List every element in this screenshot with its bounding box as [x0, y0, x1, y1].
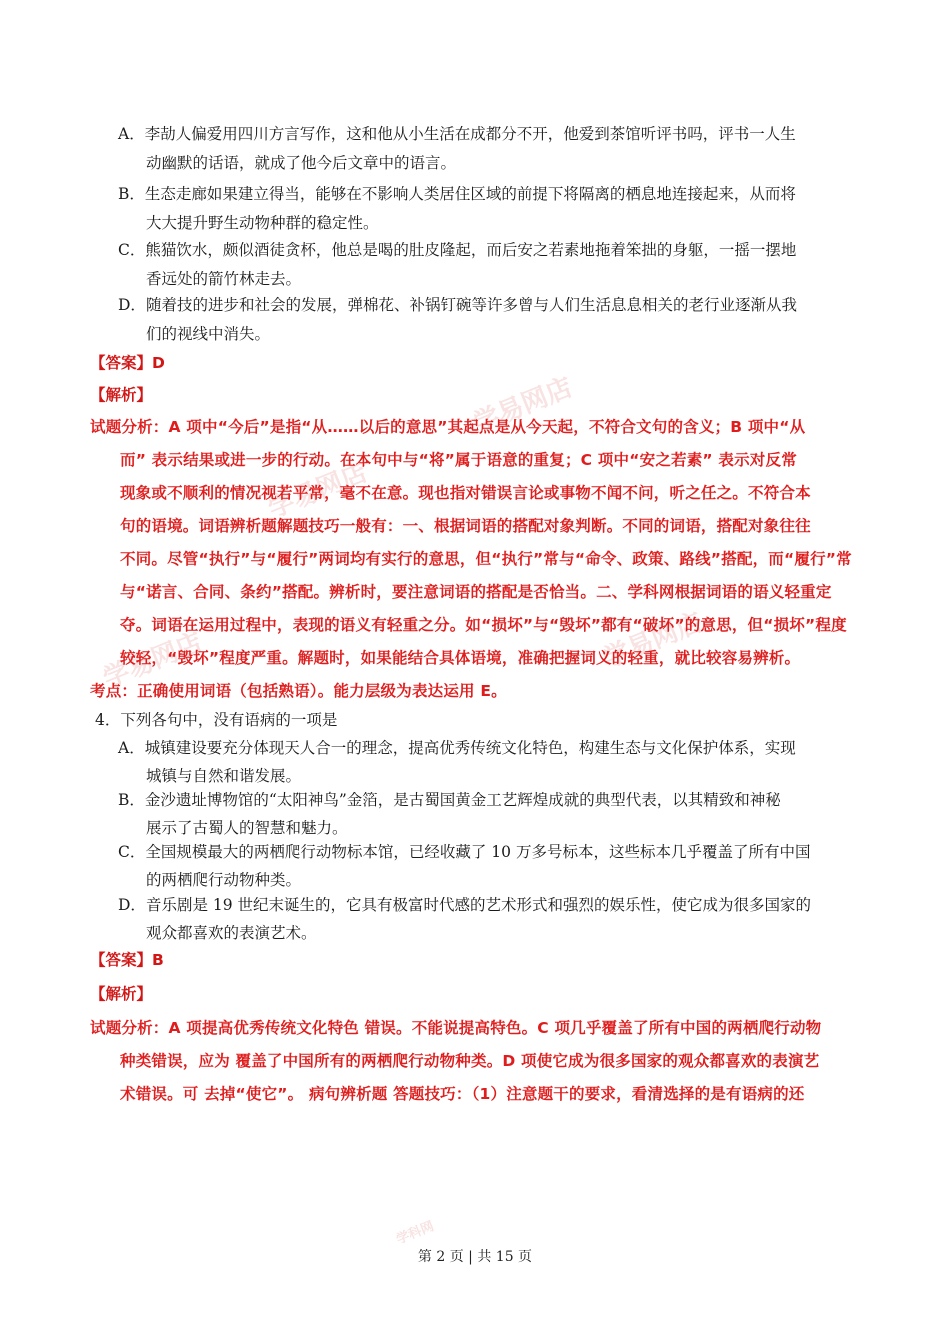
q4-option-a-cont: 城镇与自然和谐发展。	[146, 767, 302, 785]
q3-analysis-line: 试题分析：A 项中“今后”是指“从……以后的意思”其起点是从今天起，不符合文句的含义；B 项中“从	[90, 418, 806, 436]
q3-analysis-line: 不同。尽管“执行”与“履行”两词均有实行的意思，但“执行”常与“命令、政策、路线”搭配，而“履行”常	[120, 550, 852, 568]
q3-option-c-cont: 香远处的箭竹林走去。	[146, 270, 302, 288]
q3-option-d-cont: 们的视线中消失。	[146, 325, 271, 343]
q4-option-d-cont: 观众都喜欢的表演艺术。	[146, 924, 317, 942]
q3-kaodian: 考点：正确使用词语（包括熟语）。能力层级为表达运用 E。	[90, 682, 507, 700]
q3-analysis-line: 较轻，“毁坏”程度严重。解题时，如果能结合具体语境，准确把握词义的轻重，就比较容易辨析。	[120, 649, 801, 667]
q3-option-a-cont: 动幽默的话语，就成了他今后文章中的语言。	[146, 154, 457, 172]
watermark: 学易网店	[99, 627, 207, 695]
q3-option-b: B．生态走廊如果建立得当，能够在不影响人类居住区域的前提下将隔离的栖息地连接起来，从而将	[118, 185, 796, 203]
watermark: 学易网店	[469, 372, 577, 440]
q4-analysis-line: 种类错误，应为 覆盖了中国所有的两栖爬行动物种类。D 项使它成为很多国家的观众都喜欢的表演艺	[120, 1052, 820, 1070]
q3-answer: 【答案】D	[90, 354, 165, 372]
q4-analysis-line: 试题分析：A 项提高优秀传统文化特色 错误。不能说提高特色。C 项几乎覆盖了所有中国的两栖爬行动物	[90, 1019, 822, 1037]
page-footer: 第 2 页 | 共 15 页	[417, 1249, 533, 1265]
q3-analysis-line: 夺。词语在运用过程中，表现的语义有轻重之分。如“损坏”与“毁坏”都有“破坏”的意思，但“损坏”程度	[120, 616, 847, 634]
q3-option-b-cont: 大大提升野生动物种群的稳定性。	[146, 214, 379, 232]
watermark: 学易网店	[264, 457, 372, 525]
q4-answer: 【答案】B	[90, 951, 164, 969]
q4-option-b: B．金沙遗址博物馆的“太阳神鸟”金箔，是古蜀国黄金工艺辉煌成就的典型代表，以其精致和神秘	[118, 791, 781, 809]
q3-option-c: C．熊猫饮水，颇似酒徒贪杯，他总是喝的肚皮隆起，而后安之若素地拖着笨拙的身躯，一摇一摆地	[118, 241, 797, 259]
q4-option-b-cont: 展示了古蜀人的智慧和魅力。	[146, 819, 348, 837]
q4-option-c: C．全国规模最大的两栖爬行动物标本馆，已经收藏了 10 万多号标本，这些标本几乎覆盖了所有中国	[118, 843, 811, 861]
q4-option-c-cont: 的两栖爬行动物种类。	[146, 871, 302, 889]
q3-option-d: D．随着技的进步和社会的发展，弹棉花、补锅钉碗等许多曾与人们生活息息相关的老行业逐渐从我	[118, 296, 797, 314]
q3-option-a: A．李劼人偏爱用四川方言写作，这和他从小生活在成都分不开，他爱到茶馆听评书吗，评书一人生	[118, 125, 796, 143]
q3-analysis-line: 与“诺言、合同、条约”搭配。辨析时，要注意词语的搭配是否恰当。二、学科网根据词语的语义轻重定	[120, 583, 832, 601]
watermark: 学易网店	[599, 607, 707, 675]
q4-stem: 4．下列各句中，没有语病的一项是	[95, 711, 338, 729]
q4-option-d: D．音乐剧是 19 世纪末诞生的，它具有极富时代感的艺术形式和强烈的娱乐性，使它成为很多国家的	[118, 896, 812, 914]
q3-analysis-line: 而” 表示结果或进一步的行动。在本句中与“将”属于语意的重复；C 项中“安之若素” 表示对反常	[120, 451, 797, 469]
q4-analysis-tag: 【解析】	[90, 985, 153, 1003]
q3-analysis-line: 现象或不顺利的情况视若平常，毫不在意。现也指对错误言论或事物不闻不问，听之任之。不符合本	[120, 484, 811, 502]
q4-analysis-line: 术错误。可 去掉“使它”。 病句辨析题 答题技巧：（1）注意题干的要求，看清选择的是有语病的还	[120, 1085, 805, 1103]
watermark: 学科网	[394, 1219, 437, 1248]
q3-analysis-line: 句的语境。词语辨析题解题技巧一般有：一、根据词语的搭配对象判断。不同的词语，搭配对象往往	[120, 517, 811, 535]
q4-option-a: A．城镇建设要充分体现天人合一的理念，提高优秀传统文化特色，构建生态与文化保护体系，实现	[118, 739, 796, 757]
q3-analysis-tag: 【解析】	[90, 386, 153, 404]
